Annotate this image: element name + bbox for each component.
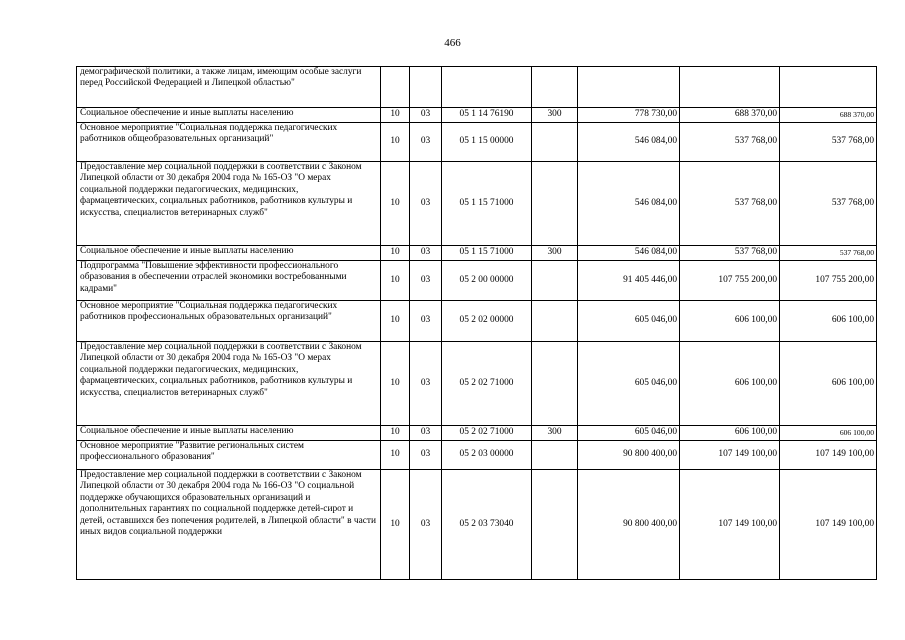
amount-year3-cell: 107 755 200,00 (780, 261, 877, 301)
section-code-cell (381, 67, 410, 108)
amount-year1-cell: 605 046,00 (578, 426, 680, 441)
table-row (77, 108, 877, 123)
amount-year3-cell: 606 100,00 (780, 301, 877, 342)
table-row (77, 162, 877, 246)
amount-year1-cell: 546 084,00 (578, 123, 680, 162)
amount-year3-cell: 688 370,00 (780, 108, 877, 123)
target-article-cell: 05 2 02 71000 (442, 342, 532, 426)
subsection-code-cell (410, 67, 442, 108)
amount-year1-cell: 90 800 400,00 (578, 470, 680, 580)
amount-year1-cell: 778 730,00 (578, 108, 680, 123)
table-row (77, 246, 877, 261)
section-code-cell: 10 (381, 123, 410, 162)
amount-year1-cell: 546 084,00 (578, 246, 680, 261)
subsection-code-cell: 03 (410, 301, 442, 342)
target-article-cell: 05 2 00 00000 (442, 261, 532, 301)
table-row (77, 441, 877, 470)
target-article-cell: 05 2 03 00000 (442, 441, 532, 470)
target-article-cell: 05 1 14 76190 (442, 108, 532, 123)
expense-type-cell (532, 470, 578, 580)
table-row (77, 301, 877, 342)
subsection-code-cell: 03 (410, 162, 442, 246)
amount-year3-cell: 537 768,00 (780, 246, 877, 261)
amount-year3-cell: 537 768,00 (780, 162, 877, 246)
expense-type-cell (532, 67, 578, 108)
expense-type-cell: 300 (532, 108, 578, 123)
table-row (77, 342, 877, 426)
amount-year1-cell (578, 67, 680, 108)
target-article-cell: 05 1 15 00000 (442, 123, 532, 162)
section-code-cell: 10 (381, 108, 410, 123)
section-code-cell: 10 (381, 441, 410, 470)
budget-table (76, 66, 877, 580)
subsection-code-cell: 03 (410, 261, 442, 301)
table-row (77, 470, 877, 580)
amount-year2-cell: 107 149 100,00 (680, 470, 780, 580)
target-article-cell: 05 2 03 73040 (442, 470, 532, 580)
target-article-cell: 05 1 15 71000 (442, 162, 532, 246)
amount-year1-cell: 546 084,00 (578, 162, 680, 246)
row-name-cell: Социальное обеспечение и иные выплаты населению (77, 108, 381, 123)
amount-year1-cell: 91 405 446,00 (578, 261, 680, 301)
subsection-code-cell: 03 (410, 441, 442, 470)
expense-type-cell: 300 (532, 426, 578, 441)
amount-year3-cell: 107 149 100,00 (780, 470, 877, 580)
expense-type-cell (532, 162, 578, 246)
expense-type-cell (532, 342, 578, 426)
table-row (77, 426, 877, 441)
target-article-cell: 05 1 15 71000 (442, 246, 532, 261)
row-name-cell: Предоставление мер социальной поддержки в соответствии с Законом Липецкой области от 30 декабря 2004 года № 165-ОЗ "О мерах социальной поддержки педагогических, медицинских, фармацевтических, социальных работников, работников культуры и искусства, специалистов ветеринарных служб" (77, 342, 381, 426)
row-name-cell: Социальное обеспечение и иные выплаты населению (77, 246, 381, 261)
row-name-cell: Социальное обеспечение и иные выплаты населению (77, 426, 381, 441)
section-code-cell: 10 (381, 246, 410, 261)
subsection-code-cell: 03 (410, 123, 442, 162)
target-article-cell: 05 2 02 71000 (442, 426, 532, 441)
amount-year1-cell: 605 046,00 (578, 342, 680, 426)
row-name-cell: Подпрограмма "Повышение эффективности профессионального образования в обеспечении отраслей экономики востребованными кадрами" (77, 261, 381, 301)
amount-year2-cell: 606 100,00 (680, 342, 780, 426)
target-article-cell: 05 2 02 00000 (442, 301, 532, 342)
amount-year2-cell: 537 768,00 (680, 246, 780, 261)
row-name-cell: Основное мероприятие "Социальная поддержка педагогических работников общеобразовательных организаций" (77, 123, 381, 162)
subsection-code-cell: 03 (410, 246, 442, 261)
row-name-cell: Предоставление мер социальной поддержки в соответствии с Законом Липецкой области от 30 декабря 2004 года № 165-ОЗ "О мерах социальной поддержки педагогических, медицинских, фармацевтических, социальных работников, работников культуры и искусства, специалистов ветеринарных служб" (77, 162, 381, 246)
amount-year2-cell: 606 100,00 (680, 301, 780, 342)
section-code-cell: 10 (381, 301, 410, 342)
section-code-cell: 10 (381, 261, 410, 301)
amount-year3-cell (780, 67, 877, 108)
amount-year2-cell: 688 370,00 (680, 108, 780, 123)
amount-year3-cell: 606 100,00 (780, 426, 877, 441)
table-row (77, 261, 877, 301)
expense-type-cell (532, 441, 578, 470)
amount-year2-cell: 107 149 100,00 (680, 441, 780, 470)
section-code-cell: 10 (381, 162, 410, 246)
amount-year2-cell: 606 100,00 (680, 426, 780, 441)
table-row (77, 67, 877, 108)
row-name-cell: Основное мероприятие "Развитие региональных систем профессионального образования" (77, 441, 381, 470)
row-name-cell: демографической политики, а также лицам, имеющим особые заслуги перед Российской Федерацией и Липецкой областью" (77, 67, 381, 108)
section-code-cell: 10 (381, 470, 410, 580)
amount-year1-cell: 90 800 400,00 (578, 441, 680, 470)
amount-year2-cell: 537 768,00 (680, 162, 780, 246)
subsection-code-cell: 03 (410, 342, 442, 426)
target-article-cell (442, 67, 532, 108)
expense-type-cell (532, 261, 578, 301)
table-row (77, 123, 877, 162)
subsection-code-cell: 03 (410, 108, 442, 123)
row-name-cell: Предоставление мер социальной поддержки в соответствии с Законом Липецкой области от 30 декабря 2004 года № 166-ОЗ "О социальной поддержке обучающихся образовательных организаций и дополнительных гарантиях по социальной поддержке детей-сирот и детей, оставшихся без попечения родителей, в Липецкой области" в части иных видов социальной поддержки (77, 470, 381, 580)
amount-year1-cell: 605 046,00 (578, 301, 680, 342)
amount-year2-cell: 107 755 200,00 (680, 261, 780, 301)
subsection-code-cell: 03 (410, 426, 442, 441)
row-name-cell: Основное мероприятие "Социальная поддержка педагогических работников профессиональных образовательных организаций" (77, 301, 381, 342)
subsection-code-cell: 03 (410, 470, 442, 580)
amount-year2-cell (680, 67, 780, 108)
amount-year2-cell: 537 768,00 (680, 123, 780, 162)
amount-year3-cell: 107 149 100,00 (780, 441, 877, 470)
expense-type-cell: 300 (532, 246, 578, 261)
section-code-cell: 10 (381, 426, 410, 441)
amount-year3-cell: 537 768,00 (780, 123, 877, 162)
expense-type-cell (532, 301, 578, 342)
section-code-cell: 10 (381, 342, 410, 426)
expense-type-cell (532, 123, 578, 162)
amount-year3-cell: 606 100,00 (780, 342, 877, 426)
page-number: 466 (444, 37, 461, 49)
